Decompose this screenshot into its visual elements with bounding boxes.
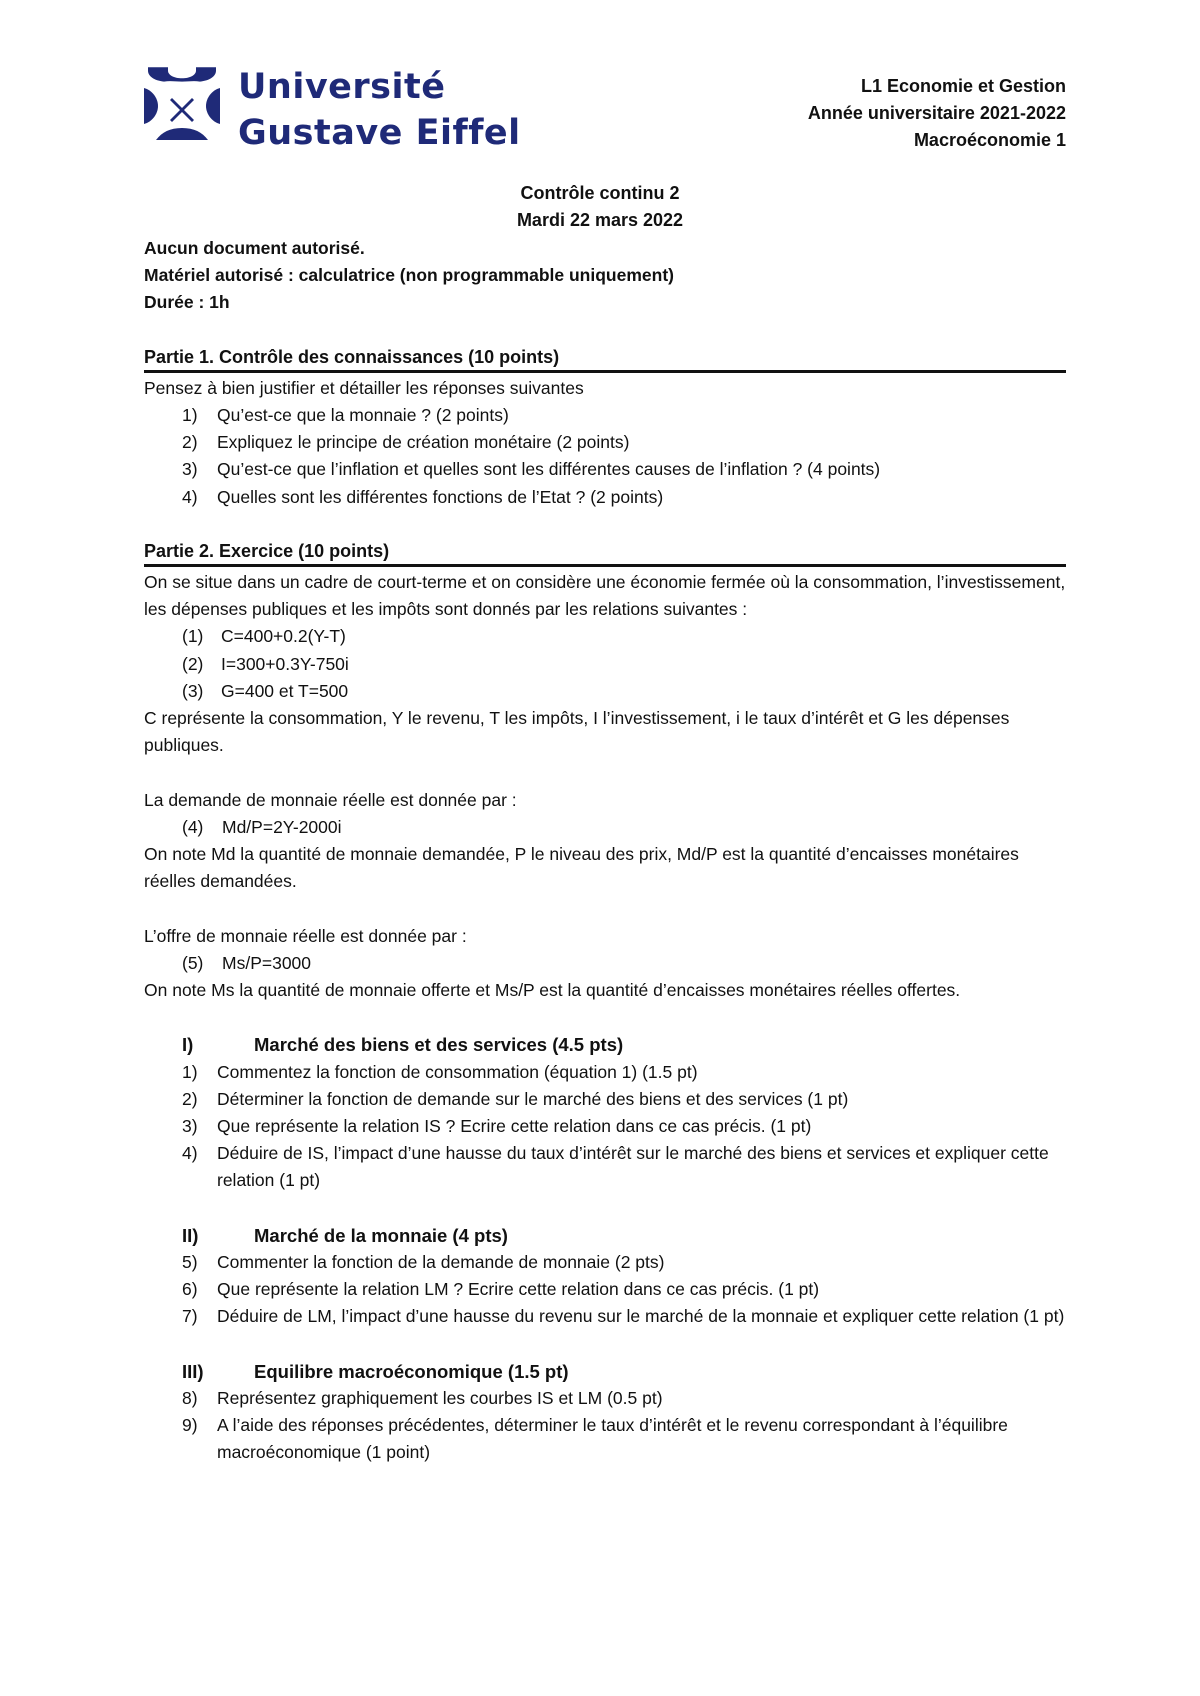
list-item: 1) Qu’est-ce que la monnaie ? (2 points): [182, 405, 509, 425]
equation: (2) I=300+0.3Y-750i: [182, 653, 349, 674]
equation: (1) C=400+0.2(Y-T): [182, 626, 346, 647]
logo-line-1: Université: [238, 67, 446, 107]
exam-title: [0, 180, 1200, 234]
list-item: 9) A l’aide des réponses précédentes, déterminer le taux d’intérêt et le revenu correspondant à l’équilibre macroéconomique (1 point): [182, 1415, 1008, 1463]
section-heading: III) Equilibre macroéconomique (1.5 pt): [182, 1360, 569, 1382]
course-info: [808, 73, 1066, 154]
money-demand-note: On note Md la quantité de monnaie demandée, P le niveau des prix, Md/P est la quantité d’encaisses monétaires réelles demandées.: [144, 844, 1019, 892]
university-logo: [142, 66, 522, 156]
exam-title-line-1: Contrôle continu 2: [520, 183, 680, 203]
logo-line-2: Gustave Eiffel: [238, 113, 521, 153]
money-supply-note: On note Ms la quantité de monnaie offerte et Ms/P est la quantité d’encaisses monétaires réelles offertes.: [144, 980, 961, 1001]
list-item: 7) Déduire de LM, l’impact d’une hausse du revenu sur le marché de la monnaie et expliquer cette relation (1 pt): [182, 1306, 1065, 1327]
list-item: 3) Qu’est-ce que l’inflation et quelles sont les différentes causes de l’inflation ? (4 points): [182, 459, 881, 480]
course-program: L1 Economie et Gestion: [860, 76, 1066, 96]
rule-duration: Durée : 1h: [144, 292, 230, 313]
part1-heading: Partie 1. Contrôle des connaissances (10 points): [144, 344, 1066, 373]
part2-heading: Partie 2. Exercice (10 points): [144, 538, 1066, 567]
list-item: 4) Déduire de IS, l’impact d’une hausse du taux d’intérêt sur le marché des biens et services et expliquer cette relation (1 pt): [182, 1143, 1049, 1191]
list-item: 1) Commentez la fonction de consommation (équation 1) (1.5 pt): [182, 1061, 698, 1082]
part2-intro: On se situe dans un cadre de court-terme et on considère une économie fermée où la consommation, l’investissement, les dépenses publiques et les impôts sont donnés par les relations suivantes :: [144, 572, 1066, 620]
university-name: [238, 64, 521, 156]
equation: (3) G=400 et T=500: [182, 680, 349, 701]
list-item: 2) Expliquez le principe de création monétaire (2 points): [182, 432, 630, 453]
part1-intro: Pensez à bien justifier et détailler les réponses suivantes: [144, 377, 584, 398]
money-demand-intro: La demande de monnaie réelle est donnée par :: [144, 789, 517, 810]
list-item: 6) Que représente la relation LM ? Ecrire cette relation dans ce cas précis. (1 pt): [182, 1279, 820, 1300]
money-supply-intro: L’offre de monnaie réelle est donnée par :: [144, 925, 467, 946]
rule-documents: Aucun document autorisé.: [144, 238, 365, 258]
equation: (4) Md/P=2Y-2000i: [182, 816, 342, 837]
list-item: 5) Commenter la fonction de la demande de monnaie (2 pts): [182, 1252, 665, 1273]
academic-year: Année universitaire 2021-2022: [807, 103, 1066, 123]
list-item: 8) Représentez graphiquement les courbes IS et LM (0.5 pt): [182, 1388, 663, 1409]
variable-definitions: C représente la consommation, Y le revenu, T les impôts, I l’investissement, i le taux d’intérêt et G les dépenses publiques.: [144, 708, 1010, 756]
list-item: 4) Quelles sont les différentes fonctions de l’Etat ? (2 points): [182, 486, 664, 507]
course-name: Macroéconomie 1: [913, 130, 1066, 150]
exam-date: Mardi 22 mars 2022: [516, 210, 684, 230]
list-item: 2) Déterminer la fonction de demande sur le marché des biens et des services (1 pt): [182, 1088, 849, 1109]
equation: (5) Ms/P=3000: [182, 952, 312, 973]
university-emblem-icon: [142, 66, 222, 146]
rule-materials: Matériel autorisé : calculatrice (non programmable uniquement): [144, 265, 674, 286]
exam-body: [144, 235, 1066, 1467]
section-heading: II) Marché de la monnaie (4 pts): [182, 1224, 508, 1246]
section-heading: I) Marché des biens et des services (4.5 pts): [182, 1034, 624, 1056]
list-item: 3) Que représente la relation IS ? Ecrire cette relation dans ce cas précis. (1 pt): [182, 1116, 812, 1137]
